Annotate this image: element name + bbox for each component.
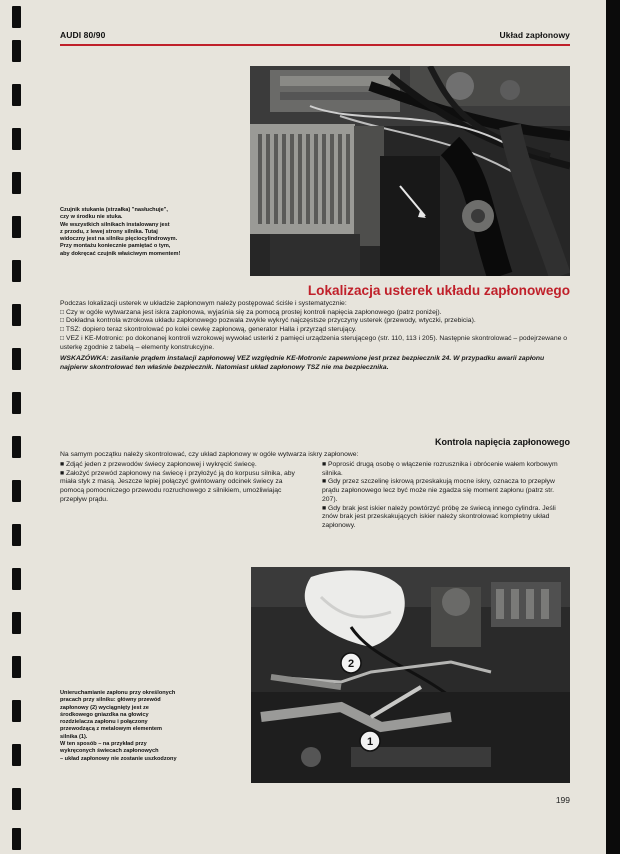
step-item: ■ Poprosić drugą osobę o włączenie rozrusznika i obrócenie wałem korbowym silnika. xyxy=(322,461,558,477)
caption-line: przewodzącą z metalowym elementem xyxy=(60,726,162,733)
binder-hole xyxy=(12,436,21,458)
caption-line: W ten sposób – na przykład przy xyxy=(60,741,147,748)
caption-line: widoczny jest na silniku pięciocylindrowym. xyxy=(60,236,178,243)
binder-hole xyxy=(12,348,21,370)
photo-ignition-test xyxy=(251,567,570,783)
body-item: □ VEZ i KE-Motronic: po dokonanej kontroli wzrokowej wywołać usterki z pamięci urządzenia sterującego (str. 110, 113 i 205). Następnie skontrolować – podejrzewane o usterkę zgodnie z tabelą – elementy konstrukcyjne. xyxy=(60,334,568,351)
warning-note: WSKAZÓWKA: zasilanie prądem instalacji zapłonowej VEZ względnie KE-Motronic zapewnione jest przez bezpiecznik 24. W przypadku awarii zapłonu najpierw skontrolować ten właśnie bezpiecznik. Natomiast układ zapłonowy TSZ nie ma bezpiecznika. xyxy=(60,355,545,371)
binder-hole xyxy=(12,216,21,238)
step-item: ■ Gdy brak jest iskier należy powtórzyć próbę ze świecą innego cylindra. Jeśli znów brak jest przeskakujących iskier należy skontrolować kompletny układ zapłonowy. xyxy=(322,504,556,529)
body-item: □ Czy w ogóle wytwarzana jest iskra zapłonowa, wyjaśnia się za pomocą prostej kontroli napięcia zapłonowego (patrz poniżej). xyxy=(60,308,442,316)
caption-line: We wszystkich silnikach instalowany jest xyxy=(60,221,170,228)
subsection-intro: Na samym początku należy skontrolować, czy układ zapłonowy w ogóle wytwarza iskry zapłonowe: xyxy=(60,451,359,458)
section-body xyxy=(60,300,570,373)
body-item: □ TSZ: dopiero teraz skontrolować po kolei cewkę zapłonową, generator Halla i przyrząd sterujący. xyxy=(60,326,357,334)
caption-line: Przy montażu koniecznie pamiętać o tym, xyxy=(60,243,171,250)
binder-hole xyxy=(12,788,21,810)
binder-hole xyxy=(12,744,21,766)
column-right xyxy=(322,461,570,531)
binder-hole xyxy=(12,172,21,194)
caption-line: – układ zapłonowy nie zostanie uszkodzony xyxy=(60,755,177,762)
caption-line: czy w środku nie stuka. xyxy=(60,214,123,221)
header-chapter-title: Układ zapłonowy xyxy=(499,30,570,40)
caption-line: silnika (1). xyxy=(60,733,88,740)
binder-hole xyxy=(12,568,21,590)
caption-line: wykręconych świecach zapłonowych xyxy=(60,748,159,755)
step-item: ■ Założyć przewód zapłonowy na świecę i przyłożyć ją do korpusu silnika, aby miała styk z masą. Jeszcze lepiej połączyć gwintowany odcinek świecy za pomocą pomocniczego przewodu rozruchowego z silnikiem, umożliwiając przepływ prądu. xyxy=(60,469,295,503)
photo-knock-sensor xyxy=(250,66,570,276)
header-book-title: AUDI 80/90 xyxy=(60,30,106,40)
body-intro: Podczas lokalizacji usterek w układzie zapłonowym należy postępować ściśle i systematycznie: xyxy=(60,300,347,307)
subsection-title: Kontrola napięcia zapłonowego xyxy=(434,437,570,447)
caption-line: zapłonowy (2) wyciągnięty jest ze xyxy=(60,704,149,711)
caption-line: rozdzielacza zapłonu i połączony xyxy=(60,719,148,726)
binder-hole xyxy=(12,612,21,634)
callout-2: 2 xyxy=(347,658,355,670)
header-divider xyxy=(60,44,570,46)
binder-hole xyxy=(12,392,21,414)
caption-line: Czujnik stukania (strzałka) "nasłuchuje", xyxy=(60,207,168,213)
caption-line: aby dokręcać czujnik właściwym momentem! xyxy=(60,250,181,257)
caption-line: pracach przy silniku: główny przewód xyxy=(60,697,161,704)
column-left xyxy=(60,461,308,505)
caption-line: środkowego gniazdka na głowicy xyxy=(60,711,149,718)
caption-line: z przodu, z lewej strony silnika. Tutaj xyxy=(60,228,158,235)
binder-hole xyxy=(12,480,21,502)
page-number: 199 xyxy=(555,795,570,805)
binder-hole xyxy=(12,828,21,850)
scan-edge xyxy=(606,0,620,854)
binder-hole xyxy=(12,304,21,326)
binder-hole xyxy=(12,40,21,62)
body-item: □ Dokładna kontrola wzrokowa układu zapłonowego pozwala zwykle wykryć najczęstsze przyczyny usterek (przewody, wtyczki, przebicia). xyxy=(60,317,476,325)
caption-knock-sensor xyxy=(60,207,240,258)
binder-hole xyxy=(12,656,21,678)
callout-1: 1 xyxy=(366,736,374,748)
binder-hole xyxy=(12,6,21,28)
binder-hole xyxy=(12,524,21,546)
binder-hole xyxy=(12,84,21,106)
step-item: ■ Zdjąć jeden z przewodów świecy zapłonowej i wykręcić świecę. xyxy=(60,461,257,468)
caption-ignition-test xyxy=(60,690,240,763)
section-title: Lokalizacja usterek układu zapłonowego xyxy=(307,283,570,298)
binder-hole xyxy=(12,128,21,150)
binder-hole xyxy=(12,260,21,282)
step-item: ■ Gdy przez szczelinę iskrową przeskakują mocne iskry, oznacza to przepływ prądu zapłonowego lecz być może nie zgadza się moment zapłonu (patrz str. 207). xyxy=(322,478,555,503)
binder-hole xyxy=(12,700,21,722)
caption-line: Unieruchamianie zapłonu przy określonych xyxy=(60,690,176,696)
